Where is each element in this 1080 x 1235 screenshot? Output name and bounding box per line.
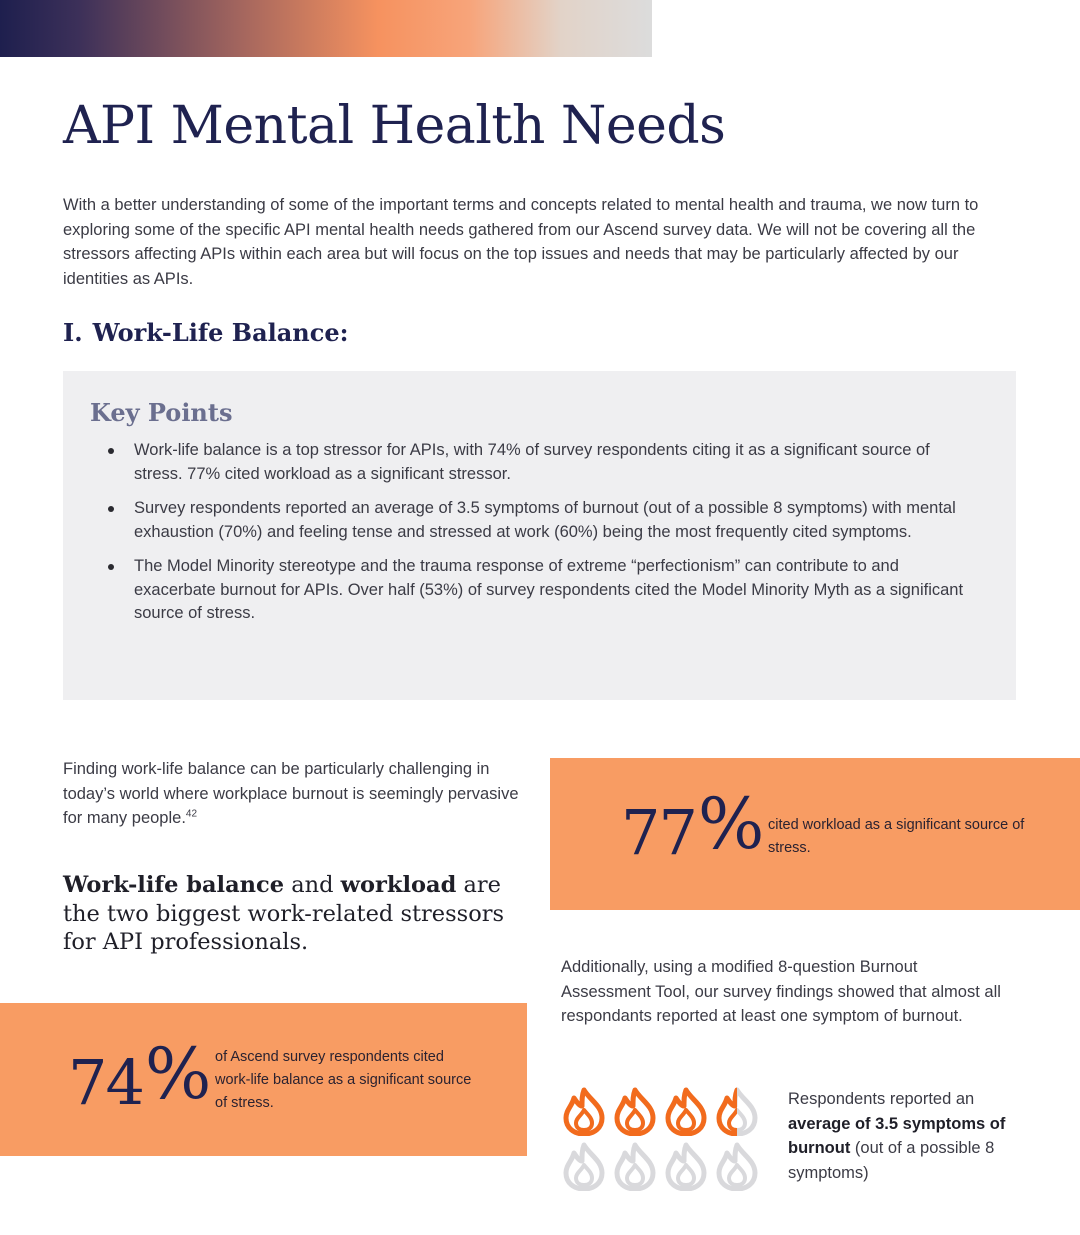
burnout-text-pre: Respondents reported an (788, 1090, 975, 1108)
burnout-text-bold: average of 3.5 symptoms of burnout (788, 1114, 1006, 1157)
section-heading (63, 318, 349, 347)
flame-icon (611, 1141, 659, 1191)
stat-callout-workload (550, 758, 1080, 910)
pull-quote-rest: are the two biggest work-related stressors for API professionals. (63, 872, 505, 955)
burnout-assessment-paragraph: Additionally, using a modified 8-question Burnout Assessment Tool, our survey findings showed that almost all respondants reported at least one symptom of burnout. (561, 958, 1001, 1025)
bullet-icon (108, 506, 114, 512)
flame-icon (713, 1086, 761, 1136)
burnout-average-text (788, 1087, 1028, 1185)
burnout-text-post: (out of a possible 8 symptoms) (788, 1139, 995, 1182)
finding-paragraph (63, 757, 523, 831)
bullet-icon (108, 564, 114, 570)
intro-paragraph: With a better understanding of some of the important terms and concepts related to mental health and trauma, we now turn to exploring some of the specific API mental health needs gathered from our Ascend survey data. We will not be covering all the stressors affecting APIs within each area but will focus on the top issues and needs that may be particularly affected by our identities as APIs. (63, 196, 979, 288)
stat-description: cited workload as a significant source of stress. (768, 817, 1025, 856)
key-point-item (108, 439, 968, 486)
stat-digits: 74 (68, 1046, 143, 1119)
flame-icon (560, 1141, 608, 1191)
pull-quote-bold-workload: workload (340, 872, 457, 898)
stat-callout-worklife (0, 1003, 527, 1156)
bullet-icon (108, 448, 114, 454)
section-title: Work-Life Balance: (92, 318, 349, 347)
pull-quote (63, 871, 523, 957)
header-gradient-bar (0, 0, 652, 57)
flame-icon (611, 1086, 659, 1136)
footnote-marker: 42 (185, 808, 198, 820)
stat-description: of Ascend survey respondents cited work-life balance as a significant source of stress. (215, 1049, 472, 1111)
page-title: API Mental Health Needs (63, 96, 726, 156)
key-points-list (108, 439, 968, 637)
pull-quote-and: and (284, 872, 341, 898)
stat-digits: 77 (621, 796, 696, 869)
finding-text: Finding work-life balance can be particularly challenging in today’s world where workplace burnout is seemingly pervasive for many people. (63, 760, 519, 827)
key-points-box (63, 371, 1016, 700)
pull-quote-bold-worklife: Work-life balance (63, 872, 285, 898)
flame-icon (662, 1141, 710, 1191)
percent-sign: % (697, 783, 763, 865)
key-point-text: The Model Minority stereotype and the trauma response of extreme “perfectionism” can contribute to and exacerbate burnout for APIs. Over half (53%) of survey respondents cited the Model Minority Myth as a significant source of stress. (134, 557, 964, 622)
flame-icon (662, 1086, 710, 1136)
percent-sign: % (144, 1033, 210, 1115)
flame-icon (713, 1141, 761, 1191)
key-point-text: Survey respondents reported an average of 3.5 symptoms of burnout (out of a possible 8 symptoms) with mental exhaustion (70%) and feeling tense and stressed at work (60%) being the most frequently cited symptoms. (134, 499, 956, 541)
key-points-title: Key Points (90, 398, 233, 427)
flame-icon (560, 1086, 608, 1136)
key-point-item (108, 555, 968, 626)
section-number: I. (63, 318, 83, 347)
stat-number-74 (68, 1033, 210, 1121)
key-point-item (108, 497, 968, 544)
key-point-text: Work-life balance is a top stressor for APIs, with 74% of survey respondents citing it as a significant source of stress. 77% cited workload as a significant stressor. (134, 441, 930, 483)
burnout-flame-icons (560, 1086, 765, 1192)
stat-number-77 (621, 783, 763, 871)
